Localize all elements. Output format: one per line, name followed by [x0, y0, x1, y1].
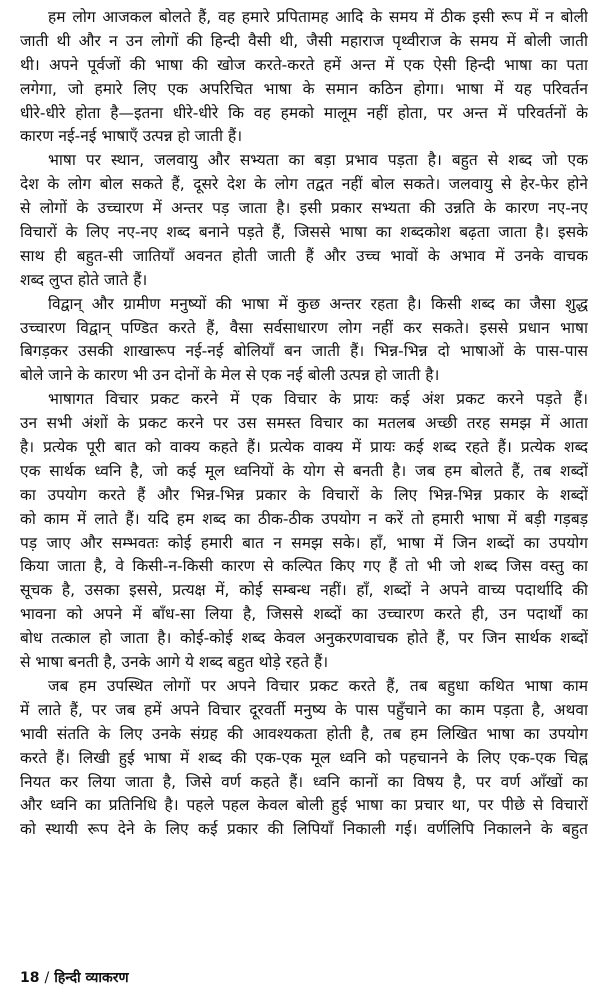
text-line: उच्चारण विद्वान् पण्डित करते हैं, वैसा सर्वसाधारण लोग नहीं कर सकते। इससे प्रधान भाषा	[20, 318, 588, 337]
page-footer	[20, 968, 129, 987]
paragraph	[20, 149, 588, 292]
text-line: जाती थी और न उन लोगों की हिन्दी वैसी थी, जैसी महाराज पृथ्वीराज के समय में बोली जाती	[20, 31, 588, 50]
page-body	[20, 6, 588, 842]
text-line: में लाते हैं, पर जब हमें अपने विचार दूरवर्ती मनुष्य के पास पहुँचाने का काम पड़ता है, अथवा	[20, 700, 588, 719]
text-line: देश के लोग बोल सकते हैं, दूसरे देश के लोग तद्वत नहीं बोल सकते। जलवायु से हेर-फेर होने	[20, 175, 588, 194]
text-line: साथ ही बहुत-सी जातियाँ अवनत होती जाती हैं और उच्च भावों के अभाव में उनके वाचक	[20, 246, 588, 265]
text-line: का उपयोग करते हैं और भिन्न-भिन्न प्रकार के विचारों के लिए भिन्न-भिन्न प्रकार के शब्दों	[20, 485, 588, 504]
text-line: को काम में लाते हैं। यदि हम शब्द का ठीक-ठीक उपयोग न करें तो हमारी भाषा में बड़ी गड़बड़	[20, 509, 588, 528]
text-line: थी। अपने पूर्वजों की भाषा की खोज करते-करते हमें अन्त में एक ऐसी हिन्दी भाषा का पता	[20, 55, 588, 74]
text-line: भावना को अपने में बाँध-सा लिया है, जिससे शब्दों का उच्चारण करते ही, उन पदार्थों का	[20, 605, 588, 624]
text-line: किया जाता है, वे किसी-न-किसी कारण से कल्पित किए गए हैं तो भी जो शब्द जिस वस्तु का	[20, 557, 588, 576]
paragraph	[20, 293, 588, 389]
paragraph	[20, 675, 588, 842]
paragraph	[20, 6, 588, 149]
text-line: विद्वान् और ग्रामीण मनुष्यों की भाषा में कुछ अन्तर रहता है। किसी शब्द का जैसा शुद्ध	[48, 294, 588, 313]
text-line: नियत कर लिया जाता है, जिसे वर्ण कहते हैं। ध्वनि कानों का विषय है, पर वर्ण आँखों का	[20, 772, 588, 791]
text-line: सूचक है, उसका इससे, प्रत्यक्ष में, कोई सम्बन्ध नहीं। हाँ, शब्दों ने अपने वाच्य पदार्थादि की	[20, 581, 588, 600]
text-line: धीरे-धीरे होता है—इतना धीरे-धीरे कि वह हमको मालूम नहीं होता, पर अन्त में परिवर्तनों के	[20, 103, 588, 122]
text-line: करते हैं। लिखी हुई भाषा में शब्द की एक-एक मूल ध्वनि को पहचानने के लिए एक-एक चिह्न	[20, 748, 588, 767]
text-line: को स्थायी रूप देने के लिए कई प्रकार की लिपियाँ निकाली गई। वर्णलिपि निकालने के बहुत	[20, 820, 588, 839]
text-line: पड़ जाए और सम्भवतः कोई हमारी बात न समझ सके। हाँ, भाषा में जिन शब्दों का उपयोग	[20, 533, 588, 552]
text-line: भाषा पर स्थान, जलवायु और सभ्यता का बड़ा प्रभाव पड़ता है। बहुत से शब्द जो एक	[48, 151, 588, 170]
text-line: हम लोग आजकल बोलते हैं, वह हमारे प्रपितामह आदि के समय में ठीक इसी रूप में न बोली	[48, 8, 588, 26]
text-line: विचारों के लिए नए-नए शब्द बनाने पड़ते हैं, जिससे भाषा का शब्दकोश बढ़ता जाता है। इसके	[20, 223, 588, 242]
text-line: जब हम उपस्थित लोगों पर अपने विचार प्रकट करते हैं, तब बहुधा कथित भाषा काम	[48, 676, 588, 695]
text-line: एक सार्थक ध्वनि है, जो कई मूल ध्वनियों के योग से बनती है। जब हम बोलते हैं, तब शब्दों	[20, 461, 588, 480]
text-line: भाषागत विचार प्रकट करने में एक विचार के प्रायः कई अंश प्रकट करने पड़ते हैं।	[48, 390, 588, 409]
footer-separator: /	[44, 970, 50, 986]
text-line: बोले जाने के कारण भी उन दोनों के मेल से एक नई बोली उत्पन्न हो जाती है।	[20, 366, 440, 385]
text-line: शब्द लुप्त होते जाते हैं।	[20, 270, 148, 289]
text-line: उन सभी अंशों के प्रकट करने पर उस समस्त विचार का मतलब अच्छी तरह समझ में आता	[20, 414, 588, 433]
text-line: से भाषा बनती है, उनके आगे ये शब्द बहुत थोड़े रहते हैं।	[20, 653, 329, 672]
page-number: 18	[20, 970, 40, 986]
text-line: लगेगा, जो हमारे लिए एक अपरिचित भाषा के समान कठिन होगा। भाषा में यह परिवर्तन	[20, 79, 588, 98]
text-line: और ध्वनि का प्रतिनिधि है। पहले पहल केवल बोली हुई भाषा का प्रचार था, पर पीछे से विचारों	[20, 796, 588, 815]
text-line: बिगड़कर उसकी शाखारूप नई-नई बोलियाँ बन जाती हैं। भिन्न-भिन्न दो भाषाओं के पास-पास	[20, 342, 588, 361]
book-title: हिन्दी व्याकरण	[54, 970, 129, 986]
paragraph	[20, 388, 588, 675]
text-line: कारण नई-नई भाषाएँ उत्पन्न हो जाती हैं।	[20, 127, 243, 146]
text-line: से लोगों के उच्चारण में अन्तर पड़ जाता है। इसी प्रकार सभ्यता की उन्नति के कारण नए-नए	[20, 199, 588, 218]
text-line: भावी संतति के लिए उनके संग्रह की आवश्यकता होती है, तब हम लिखित भाषा का उपयोग	[20, 724, 588, 743]
text-line: है। प्रत्येक पूरी बात को वाक्य कहते हैं। प्रत्येक वाक्य में प्रायः कई शब्द रहते हैं। प्रत्येक शब्द	[20, 438, 588, 457]
text-line: बोध तत्काल हो जाता है। कोई-कोई शब्द केवल अनुकरणवाचक होते हैं, पर जिन सार्थक शब्दों	[20, 629, 588, 648]
